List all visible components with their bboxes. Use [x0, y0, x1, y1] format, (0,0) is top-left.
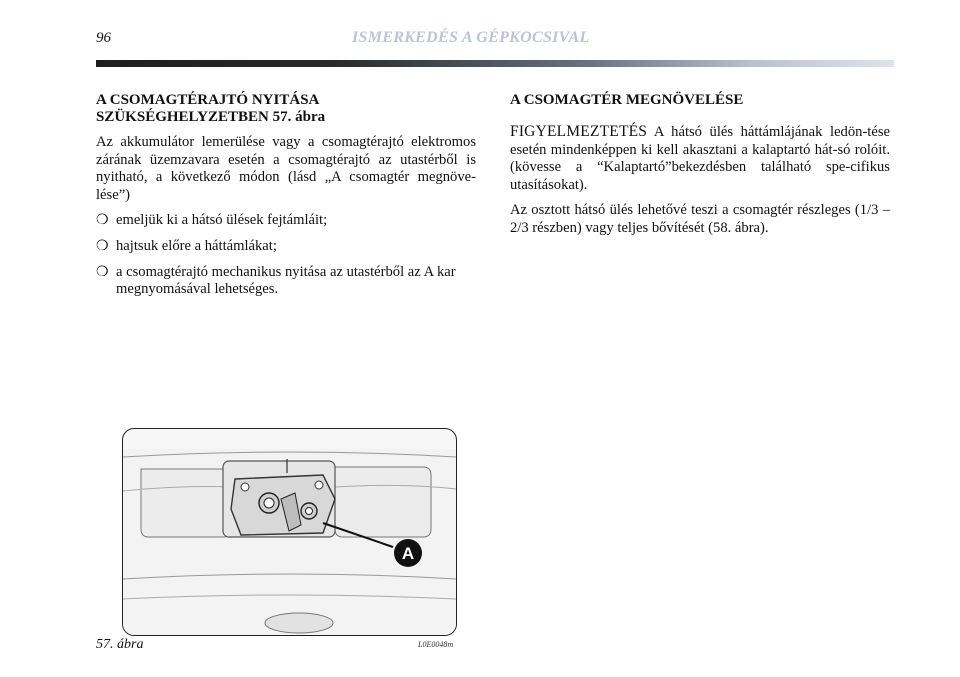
list-item-text: a csomagtérajtó mechanikus nyitása az utastérből az A kar megnyomásával lehetséges.	[116, 263, 456, 298]
trunk-lock-illustration	[122, 428, 457, 636]
heading-line-1: A CSOMAGTÉRAJTÓ NYITÁSA	[96, 92, 320, 108]
warning-text: A hátsó ülés háttámlájának ledön-tése esetén mindenképpen ki kell akasztani a kalaptartó hát-só rolóit. (kövesse a “Kalaptartó”bekezdésben található spe-cifikus utasításokat).	[510, 124, 890, 193]
steps-list	[96, 212, 476, 298]
list-item	[96, 264, 476, 299]
circle-bullet-icon: ❍	[96, 238, 109, 254]
callout-label: A	[401, 544, 415, 563]
warning-paragraph	[510, 123, 890, 194]
warning-label: FIGYELMEZTETÉS	[510, 123, 648, 140]
lock-drawing	[123, 429, 456, 635]
section-heading-enlarging: A CSOMAGTÉR MEGNÖVELÉSE	[510, 92, 744, 108]
running-title: ISMERKEDÉS A GÉPKOCSIVAL	[352, 29, 590, 46]
section-heading-emergency-opening	[96, 92, 476, 126]
header-rule	[96, 60, 894, 67]
list-item	[96, 212, 476, 230]
circle-bullet-icon: ❍	[96, 213, 109, 229]
figure-caption: 57. ábra	[96, 637, 144, 652]
page-number: 96	[96, 30, 111, 46]
figure-code: L0E0048m	[418, 640, 454, 649]
list-item-text: emeljük ki a hátsó ülések fejtámláit;	[116, 212, 328, 229]
heading-line-2: SZÜKSÉGHELYZETBEN 57. ábra	[96, 109, 326, 125]
intro-paragraph: Az akkumulátor lemerülése vagy a csomagtérajtó elektromos zárának üzemzavara esetén a csomagtérajtó az utastérből is nyitható, a következő módon (lásd „A csomagtér megnöve-lése”)	[96, 134, 476, 203]
list-item-text: hajtsuk előre a háttámlákat;	[116, 237, 277, 254]
circle-bullet-icon: ❍	[96, 264, 109, 280]
list-item	[96, 238, 476, 256]
left-column	[96, 92, 476, 307]
split-seat-paragraph: Az osztott hátsó ülés lehetővé teszi a csomagtér részleges (1/3 – 2/3 részben) vagy teljes bővítését (58. ábra).	[510, 202, 890, 236]
right-column	[510, 92, 890, 246]
